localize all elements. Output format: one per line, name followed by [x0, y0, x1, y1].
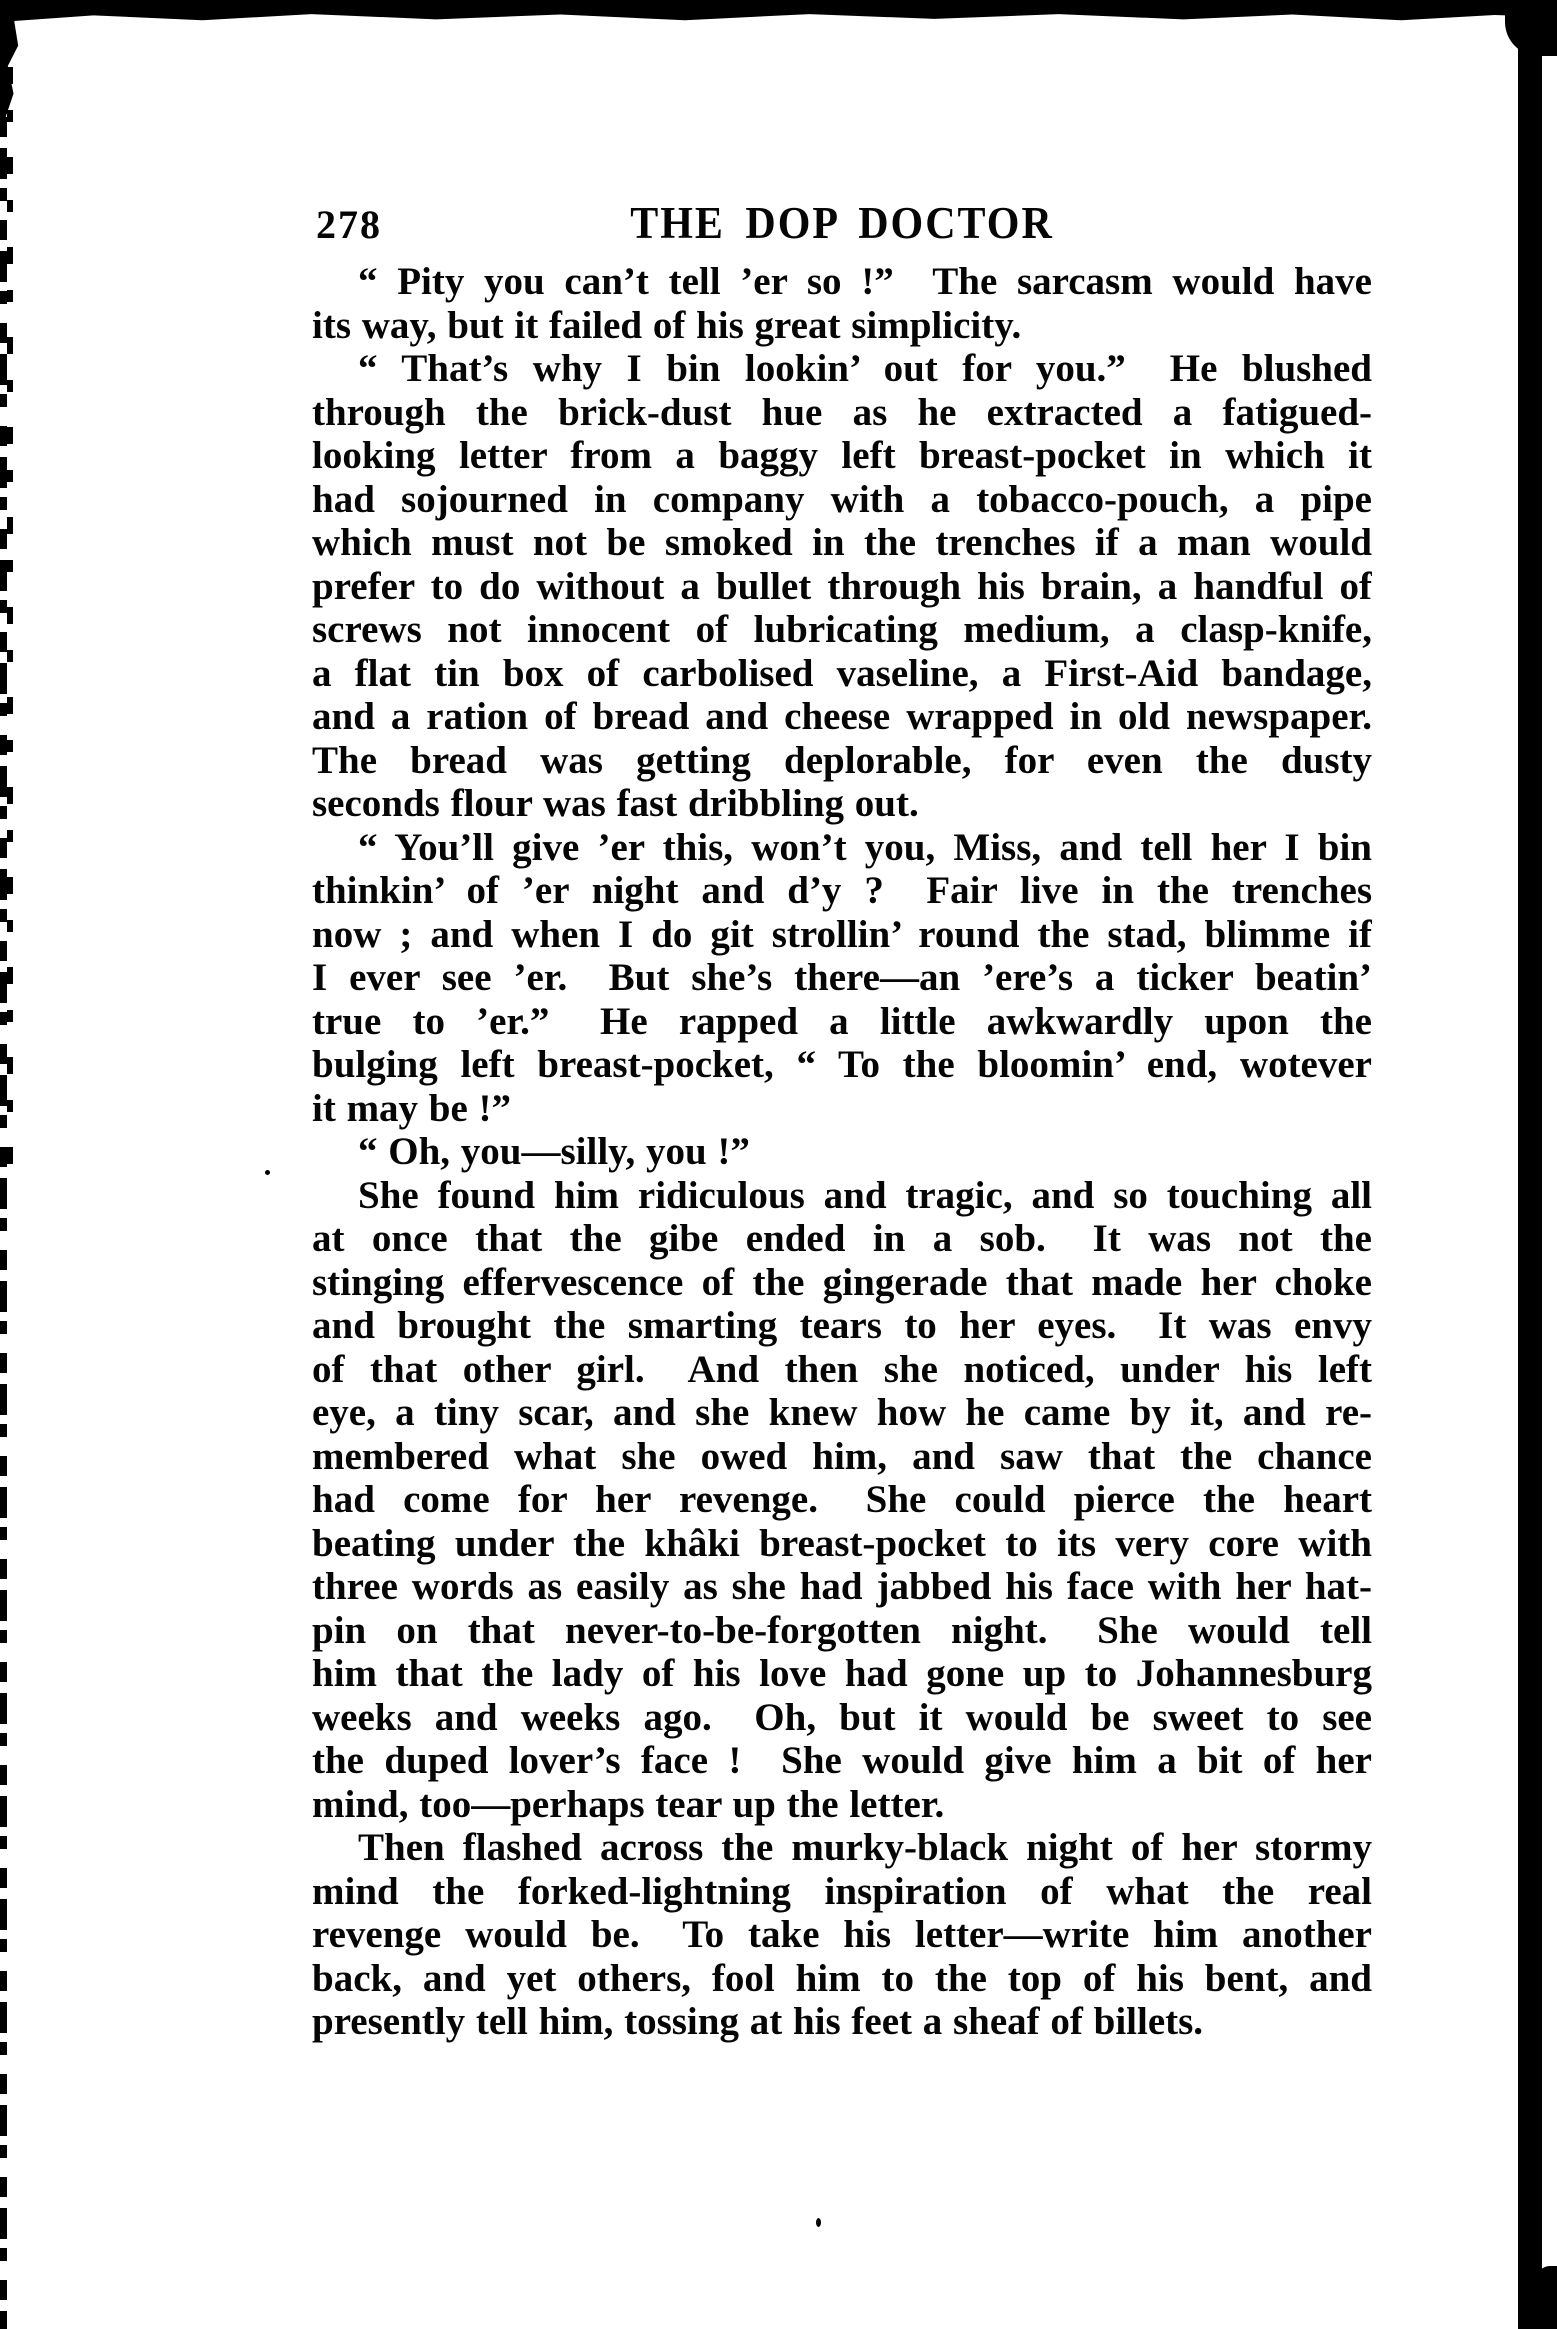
- text-line: pin on that never-to-be-forgotten night. She would tell: [312, 1608, 1372, 1652]
- text-line: at once that the gibe ended in a sob. It was not the: [312, 1217, 1372, 1260]
- text-line: seconds flour was fast dribbling out.: [312, 782, 919, 825]
- body-text: [312, 260, 1372, 2044]
- scan-corner-bottom-right: [1536, 2266, 1557, 2329]
- text-line: She found him ridiculous and tragic, and so touching all: [358, 1173, 1372, 1217]
- text-line: presently tell him, tossing at his feet a sheaf of billets.: [312, 2000, 1204, 2043]
- text-line: back, and yet others, fool him to the top of his bent, and: [312, 1956, 1372, 2000]
- text-line: “ Pity you can’t tell ’er so !” The sarcasm would have: [358, 260, 1372, 303]
- running-title: THE DOP DOCTOR: [630, 199, 1054, 249]
- text-line: which must not be smoked in the trenches if a man would: [312, 521, 1372, 564]
- paragraph: [312, 1174, 1372, 1827]
- text-line: I ever see ’er. But she’s there—an ’ere’s a ticker beatin’: [312, 956, 1372, 999]
- ink-speck: [816, 2218, 821, 2227]
- text-line: “ Oh, you—silly, you !”: [358, 1130, 750, 1173]
- text-line: looking letter from a baggy left breast-pocket in which it: [312, 434, 1372, 477]
- scan-gutter-shadow: [1518, 16, 1542, 2329]
- text-line: of that other girl. And then she noticed, under his left: [312, 1347, 1372, 1391]
- text-line: three words as easily as she had jabbed his face with her hat-: [312, 1565, 1372, 1608]
- text-line: beating under the khâki breast-pocket to its very core with: [312, 1521, 1372, 1565]
- text-line: thinkin’ of ’er night and d’y ? Fair live in the trenches: [312, 869, 1372, 912]
- text-line: had come for her revenge. She could pierce the heart: [312, 1478, 1372, 1521]
- text-line: revenge would be. To take his letter—write him another: [312, 1913, 1372, 1956]
- text-line: had sojourned in company with a tobacco-pouch, a pipe: [312, 477, 1372, 521]
- text-line: and brought the smarting tears to her eyes. It was envy: [312, 1304, 1372, 1347]
- text-line: its way, but it failed of his great simplicity.: [312, 303, 1022, 347]
- text-line: stinging effervescence of the gingerade that made her choke: [312, 1260, 1372, 1304]
- text-line: “ You’ll give ’er this, won’t you, Miss, and tell her I bin: [358, 825, 1372, 869]
- scan-edge-top: [0, 0, 1557, 22]
- ink-speck: [265, 1170, 270, 1175]
- scan-corner-top-right: [1505, 0, 1557, 56]
- text-line: mind, too—perhaps tear up the letter.: [312, 1782, 945, 1826]
- text-line: now ; and when I do git strollin’ round the stad, blimme if: [312, 912, 1372, 956]
- text-line: bulging left breast-pocket, “ To the bloomin’ end, wotever: [312, 1043, 1372, 1086]
- paragraph: [312, 260, 1372, 347]
- text-line: Then flashed across the murky-black night of her stormy: [358, 1826, 1372, 1869]
- text-line: “ That’s why I bin lookin’ out for you.” He blushed: [358, 347, 1372, 390]
- text-line: a flat tin box of carbolised vaseline, a First-Aid bandage,: [312, 651, 1372, 695]
- text-line: membered what she owed him, and saw that the chance: [312, 1434, 1372, 1478]
- paragraph: [312, 347, 1372, 826]
- text-line: prefer to do without a bullet through his brain, a handful of: [312, 564, 1372, 608]
- text-line: mind the forked-lightning inspiration of what the real: [312, 1869, 1372, 1913]
- text-line: true to ’er.” He rapped a little awkwardly upon the: [312, 999, 1372, 1043]
- text-line: the duped lover’s face ! She would give him a bit of her: [312, 1739, 1372, 1782]
- text-line: eye, a tiny scar, and she knew how he came by it, and re-: [312, 1391, 1372, 1434]
- page-number: 278: [316, 202, 382, 247]
- paragraph: [312, 826, 1372, 1131]
- text-line: him that the lady of his love had gone up to Johannesburg: [312, 1652, 1372, 1695]
- text-line: through the brick-dust hue as he extracted a fatigued-: [312, 390, 1372, 434]
- text-line: The bread was getting deplorable, for even the dusty: [312, 738, 1372, 782]
- scan-edge-left: [0, 14, 7, 2329]
- text-line: and a ration of bread and cheese wrapped in old newspaper.: [312, 695, 1372, 738]
- paragraph: [312, 1826, 1372, 2044]
- text-line: screws not innocent of lubricating medium, a clasp-knife,: [312, 608, 1372, 651]
- text-line: it may be !”: [312, 1086, 512, 1130]
- scan-edge-left-inner: [7, 20, 13, 1180]
- paragraph: [312, 1130, 1372, 1174]
- text-line: weeks and weeks ago. Oh, but it would be sweet to see: [312, 1695, 1372, 1739]
- running-header: [312, 198, 1372, 249]
